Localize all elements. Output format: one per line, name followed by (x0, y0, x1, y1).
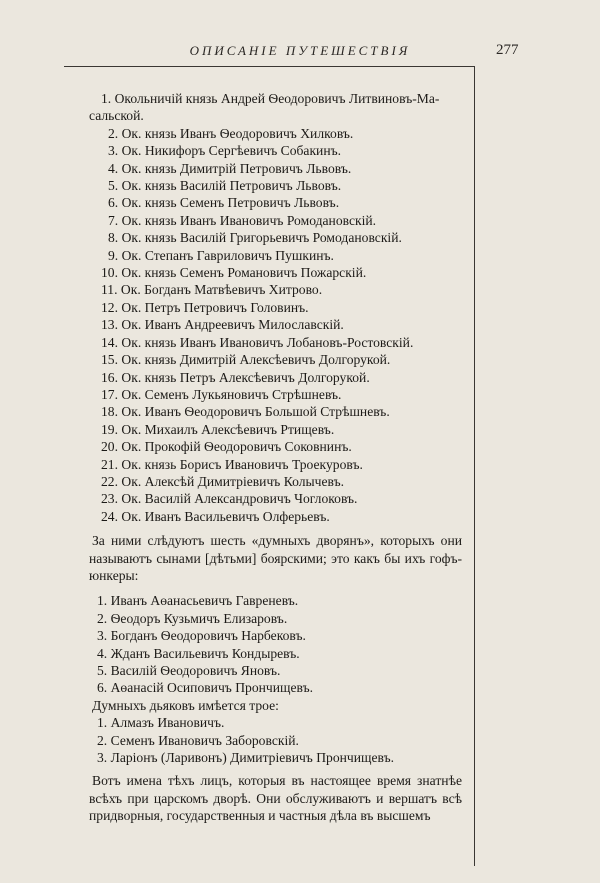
item-text: Ок. князь Семенъ Романовичъ Пожарскій. (121, 265, 367, 281)
running-head: ОПИСАНІЕ ПУТЕШЕСТВІЯ (189, 43, 411, 58)
list-item (89, 732, 462, 749)
item-number: 9. (108, 247, 119, 263)
list-item (89, 662, 462, 679)
closing-paragraph: Вотъ имена тѣхъ лицъ, которыя въ настоящее время знатнѣе всѣхъ при царскомъ дворѣ. Они обслуживаютъ и вершатъ всѣ придворныя, государственныя и частныя дѣла въ высшемъ (89, 773, 462, 824)
list-item (89, 125, 462, 142)
item-text: Ок. князь Иванъ Ѳеодоровичъ Хилковъ. (121, 125, 354, 141)
list-item (89, 473, 462, 490)
list-item (89, 142, 462, 159)
list-item (89, 247, 462, 264)
item-number: 22. (101, 473, 118, 489)
item-number: 7. (108, 212, 119, 228)
item-number: 23. (101, 491, 118, 507)
list-item (89, 351, 462, 368)
item-text: Ок. Прокофій Ѳеодоровичъ Соковнинъ. (121, 439, 352, 455)
list-item (89, 299, 462, 316)
item-number: 16. (101, 369, 118, 385)
list-item (89, 212, 462, 229)
item-text: Ок. князь Василій Григорьевичъ Ромодановскій. (121, 230, 402, 246)
item-text: Василій Ѳеодоровичъ Яновъ. (110, 663, 281, 678)
item-number: 19. (101, 421, 118, 437)
page-body (89, 90, 462, 825)
list-item (89, 749, 462, 766)
list-item (89, 369, 462, 386)
dyaki-list (89, 714, 462, 766)
item-text: Аѳанасій Осиповичъ Прончищевъ. (110, 680, 314, 696)
list-item (89, 90, 462, 125)
item-text: Окольничій князь Андрей Ѳеодоровичъ Литвиновъ-Ма- (114, 91, 440, 106)
item-text: Жданъ Васильевичъ Кондыревъ. (110, 645, 300, 661)
list-item (89, 456, 462, 473)
item-number: 14. (101, 334, 118, 350)
item-number: 2. (108, 125, 119, 141)
item-number: 2. (97, 732, 108, 748)
list-item (89, 610, 462, 627)
item-text: Ок. князь Иванъ Ивановичъ Лобановъ-Ростовскій. (121, 334, 414, 350)
item-text: Ларіонъ (Ларивонъ) Димитріевичъ Прончищевъ. (110, 750, 395, 766)
item-text: Ок. Иванъ Андреевичъ Милославскій. (121, 317, 344, 333)
item-number: 24. (101, 508, 118, 524)
item-text: Ок. Алексѣй Димитріевичъ Колычевъ. (121, 473, 345, 489)
item-number: 21. (101, 456, 118, 472)
item-number: 11. (101, 282, 118, 298)
dvoryane-intro-paragraph: За ними слѣдуютъ шесть «думныхъ дворянъ», которыхъ они называютъ сынами [дѣтьми] боярскими; это какъ бы ихъ гофъ-юнкеры: (89, 533, 462, 583)
item-text: Семенъ Ивановичъ Заборовскій. (110, 732, 299, 748)
item-text: Ок. князь Петръ Алексѣевичъ Долгорукой. (121, 369, 370, 385)
item-number: 5. (108, 178, 119, 194)
item-number: 10. (101, 265, 118, 281)
item-number: 3. (108, 143, 119, 159)
page-number: 277 (496, 42, 519, 58)
item-text-continued: сальской. (89, 108, 144, 124)
item-number: 4. (97, 645, 108, 661)
dyaki-heading: Думныхъ дьяковъ имѣется трое: (92, 697, 279, 713)
item-text: Ѳеодоръ Кузьмичъ Елизаровъ. (110, 610, 288, 626)
list-item (89, 592, 462, 609)
item-text: Алмазъ Ивановичъ. (110, 715, 225, 731)
list-item (89, 264, 462, 281)
item-number: 1. (97, 715, 108, 731)
item-text: Ок. Петръ Петровичъ Головинъ. (121, 299, 309, 315)
item-number: 12. (101, 299, 118, 315)
list-item (89, 714, 462, 731)
item-text: Ок. князь Димитрій Петровичъ Львовъ. (121, 160, 352, 176)
list-item (89, 316, 462, 333)
item-text: Ок. Богданъ Матвѣевичъ Хитрово. (120, 282, 323, 298)
item-number: 20. (101, 439, 118, 455)
item-text: Ок. Никифоръ Сергѣевичъ Собакинъ. (121, 143, 342, 159)
item-text: Ок. Степанъ Гавриловичъ Пушкинъ. (121, 247, 334, 263)
list-item (89, 334, 462, 351)
item-text: Иванъ Аѳанасьевичъ Гавреневъ. (110, 593, 299, 609)
item-number: 17. (101, 386, 118, 402)
item-number: 6. (97, 680, 108, 696)
list-item (89, 281, 462, 298)
item-number: 15. (101, 352, 118, 368)
item-text: Ок. князь Борисъ Ивановичъ Троекуровъ. (121, 456, 363, 472)
item-text: Ок. Иванъ Васильевичъ Олферьевъ. (121, 508, 330, 524)
item-number: 3. (97, 750, 108, 766)
list-item (89, 386, 462, 403)
list-item (89, 160, 462, 177)
list-item (89, 403, 462, 420)
item-text: Ок. князь Димитрій Алексѣевичъ Долгорукой. (121, 352, 391, 368)
item-number: 2. (97, 610, 108, 626)
list-item (89, 194, 462, 211)
item-number: 3. (97, 628, 108, 644)
item-text: Богданъ Ѳеодоровичъ Нарбековъ. (110, 628, 306, 644)
list-item (89, 229, 462, 246)
item-text: Ок. князь Иванъ Ивановичъ Ромодановскій. (121, 212, 377, 228)
item-text: Ок. Василій Александровичъ Чоглоковъ. (121, 491, 358, 507)
item-number: 4. (108, 160, 119, 176)
frame-rule-top (64, 66, 475, 67)
list-item (89, 679, 462, 696)
list-item (89, 438, 462, 455)
item-number: 1. (97, 593, 108, 609)
item-number: 8. (108, 230, 119, 246)
frame-rule-right (474, 66, 475, 866)
item-number: 5. (97, 663, 108, 678)
item-text: Ок. Семенъ Лукьяновичъ Стрѣшневъ. (121, 386, 342, 402)
dvoryane-list (89, 592, 462, 696)
list-item (89, 177, 462, 194)
item-number: 1. (101, 91, 112, 106)
list-item (89, 645, 462, 662)
item-number: 18. (101, 404, 118, 420)
item-text: Ок. князь Василій Петровичъ Львовъ. (121, 178, 342, 194)
item-text: Ок. Михаилъ Алексѣевичъ Ртищевъ. (121, 421, 335, 437)
list-item (89, 490, 462, 507)
list-item (89, 421, 462, 438)
item-text: Ок. князь Семенъ Петровичъ Львовъ. (121, 195, 340, 211)
okolnichie-list (89, 90, 462, 525)
list-item (89, 508, 462, 525)
item-number: 6. (108, 195, 119, 211)
list-item (89, 627, 462, 644)
item-number: 13. (101, 317, 118, 333)
item-text: Ок. Иванъ Ѳеодоровичъ Большой Стрѣшневъ. (121, 404, 390, 420)
